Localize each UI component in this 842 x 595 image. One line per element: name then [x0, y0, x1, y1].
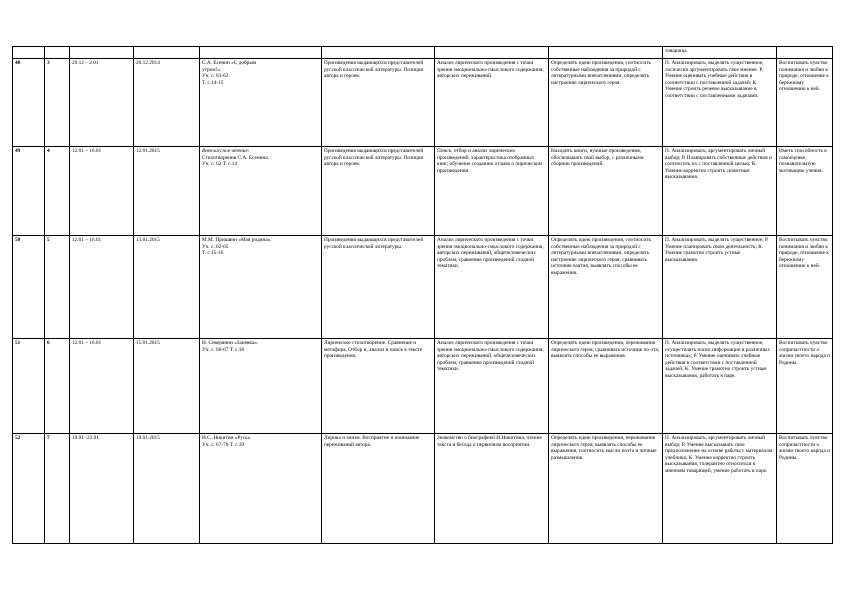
cell [134, 47, 200, 59]
cell [549, 47, 663, 59]
subject-results: Определять идею произведения, соотносить собственные наблюдения за природой с литературными впечатлениями, определять настроение лирического героя, сравнивать источник взятия, выявлять способы ее выражения. [549, 236, 663, 339]
title-line: Уч. с. 66-67 Т. с.18 [202, 346, 245, 353]
meta-results: П. Анализировать, выделять существенное, осуществлять поиск информации в различных источниках; Р. Умение оценивать учебные действия в соответствии с поставленной задачей; К. Умение грамотно строить устные высказывания, работать в паре. [663, 339, 777, 434]
meta-results: П. Анализировать, аргументировать личный выбор; Р. Умение высказывать свое предположение на основе работы с материалом учебника; К. Умение корректно строить высказывания, толерантно относиться к мнениям товарищей, умение работать в паре. [663, 434, 777, 544]
lesson-index: 7 [45, 434, 70, 544]
lesson-index: 3 [45, 59, 70, 147]
lesson-title [200, 339, 322, 434]
cell [435, 47, 549, 59]
lesson-activity: Анализ лирического произведения с точки зрения эмоционально-смыслового содержания, авторских переживаний, общечеловеческих проблем, сравнение произведений сходной тематики. [435, 236, 549, 339]
lesson-date: 13.01.2015 [134, 236, 200, 339]
cell [13, 47, 45, 59]
lesson-date: 20.12.2014 [134, 59, 200, 147]
subject-results: Находить книги, нужные произведения, обосновывать свой выбор, с различными сборник произведений. [549, 147, 663, 236]
subject-results: Определять идею произведения, переживания лирического героя, выявлять способы ее выражения, соотносить мысли поэта и личные размышления. [549, 434, 663, 544]
table-row [13, 59, 833, 147]
lesson-date: 19.01.2015 [134, 434, 200, 544]
title-line: Уч. с. 62-65 [202, 243, 229, 250]
title-line: Т. с.15-16 [202, 250, 224, 257]
lesson-title [200, 59, 322, 147]
lesson-title [200, 434, 322, 544]
title-italic: Внеклассное чтение: [202, 148, 250, 154]
title-line: Уч. с. 61-62 [202, 73, 229, 80]
personal-results: Воспитывать чувство сопричастности о жизни своего народа и Родины. [777, 339, 833, 434]
title-line: Стихотворения С.А. Есенина. [202, 154, 270, 161]
subject-results: Определять идею произведения, соотносить собственные наблюдения за природой с литературными впечатлениями, определять настроение лирического героя. [549, 59, 663, 147]
cell [200, 47, 322, 59]
cell [322, 47, 435, 59]
lesson-index: 6 [45, 339, 70, 434]
lesson-activity: Анализ лирического произведения с точки зрения эмоционально-смыслового содержания, авторских переживаний, общечеловеческих проблем, сравнение произведений сходной тематики. [435, 339, 549, 434]
meta-results: П. Анализировать, выделять существенное; Р. Умение планировать свою деятельность; К. Умение грамотно строить устные высказывания. [663, 236, 777, 339]
table-row [13, 339, 833, 434]
title-line: И.С. Никитин «Русь». [202, 435, 252, 441]
lesson-number: 49 [13, 147, 45, 236]
table-row [13, 434, 833, 544]
personal-results: Воспитывать чувство понимания и любви к природе, отношение к бережному отношению к ней. [777, 59, 833, 147]
title-line: Т. с.14-15 [202, 79, 224, 86]
lesson-title [200, 147, 322, 236]
lesson-theme: Произведения выдающихся представителей русской классической литературы. [322, 236, 435, 339]
title-line: Уч. с. 67-70 Т. с.19 [202, 441, 245, 448]
week-dates: 12.01 – 16.01 [70, 147, 134, 236]
lesson-activity: Знакомство о биографией И.Никитина, чтение текста и беседа о первичном восприятии. [435, 434, 549, 544]
personal-results: Воспитывать чувство понимания и любви к природе, отношение к бережному отношению к ней. [777, 236, 833, 339]
lesson-number: 50 [13, 236, 45, 339]
title-line: Уч. с. 62 Т. с.14 [202, 161, 238, 168]
cell [777, 47, 833, 59]
lesson-activity: Анализ лирического произведения с точки зрения эмоционально-смыслового содержания, авторских переживаний. [435, 59, 549, 147]
title-line: С.А. Есенин «С добрым [202, 60, 257, 66]
cell [70, 47, 134, 59]
week-dates: 12.01 – 16.01 [70, 236, 134, 339]
meta-results: П. Анализировать, выделять существенное, логически аргументировать свое мнение. Р. Умение оценивать учебные действия в соответствии с поставленной задачей; К. Умение строить речевое высказывание в соответствии с поставленными задачами. [663, 59, 777, 147]
week-dates: 29.12 – 2.01 [70, 59, 134, 147]
table-row [13, 236, 833, 339]
meta-results: П. Анализировать, аргументировать личный выбор; Р. Планировать собственные действия и соотносить их с поставленной целью; К. Умение корректно строить сюжетные высказывания. [663, 147, 777, 236]
table-row [13, 147, 833, 236]
week-dates: 12.01 – 16.01 [70, 339, 134, 434]
lesson-plan-table [12, 46, 833, 544]
week-dates: 19.01 -23.01 [70, 434, 134, 544]
lesson-theme: Лирическое стихотворение. Сравнение и метафора. Отбор и, анализ и поиск в тексте произведения. [322, 339, 435, 434]
meta-continuation: товарища. [663, 47, 777, 59]
lesson-theme: Лирика и эпизм. Восприятие и понимание переживаний автора. [322, 434, 435, 544]
lesson-date: 15.01.2015 [134, 339, 200, 434]
cell [45, 47, 70, 59]
lesson-number: 48 [13, 59, 45, 147]
lesson-theme: Произведения выдающихся представителей русской классической литературы. Позиция автора и героев. [322, 59, 435, 147]
lesson-number: 52 [13, 434, 45, 544]
title-line: И. Северянин «Запевка». [202, 340, 259, 346]
lesson-title [200, 236, 322, 339]
subject-results: Определять идею произведения, переживания лирического героя, сравнивать источник по-эта, выявлять способы ее выражения. [549, 339, 663, 434]
title-line: утром!». [202, 66, 222, 73]
personal-results: Воспитывать чувство сопричастности о жизни своего народа и Родины. [777, 434, 833, 544]
lesson-theme: Произведения выдающихся представителей русской классической литературы. Позиция автора и героев. [322, 147, 435, 236]
lesson-date: 12.01.2015 [134, 147, 200, 236]
personal-results: Иметь способность к самооценке, познавательную мотивацию учения. [777, 147, 833, 236]
lesson-activity: Поиск, отбор и анализ лирических произведений, характеристика отобранных книг, обучение созданию отзыва о лирическом произведении. [435, 147, 549, 236]
lesson-number: 51 [13, 339, 45, 434]
lesson-index: 5 [45, 236, 70, 339]
title-line: М.М. Пришвин «Моя родина». [202, 237, 272, 243]
continuation-row [13, 47, 833, 59]
lesson-index: 4 [45, 147, 70, 236]
